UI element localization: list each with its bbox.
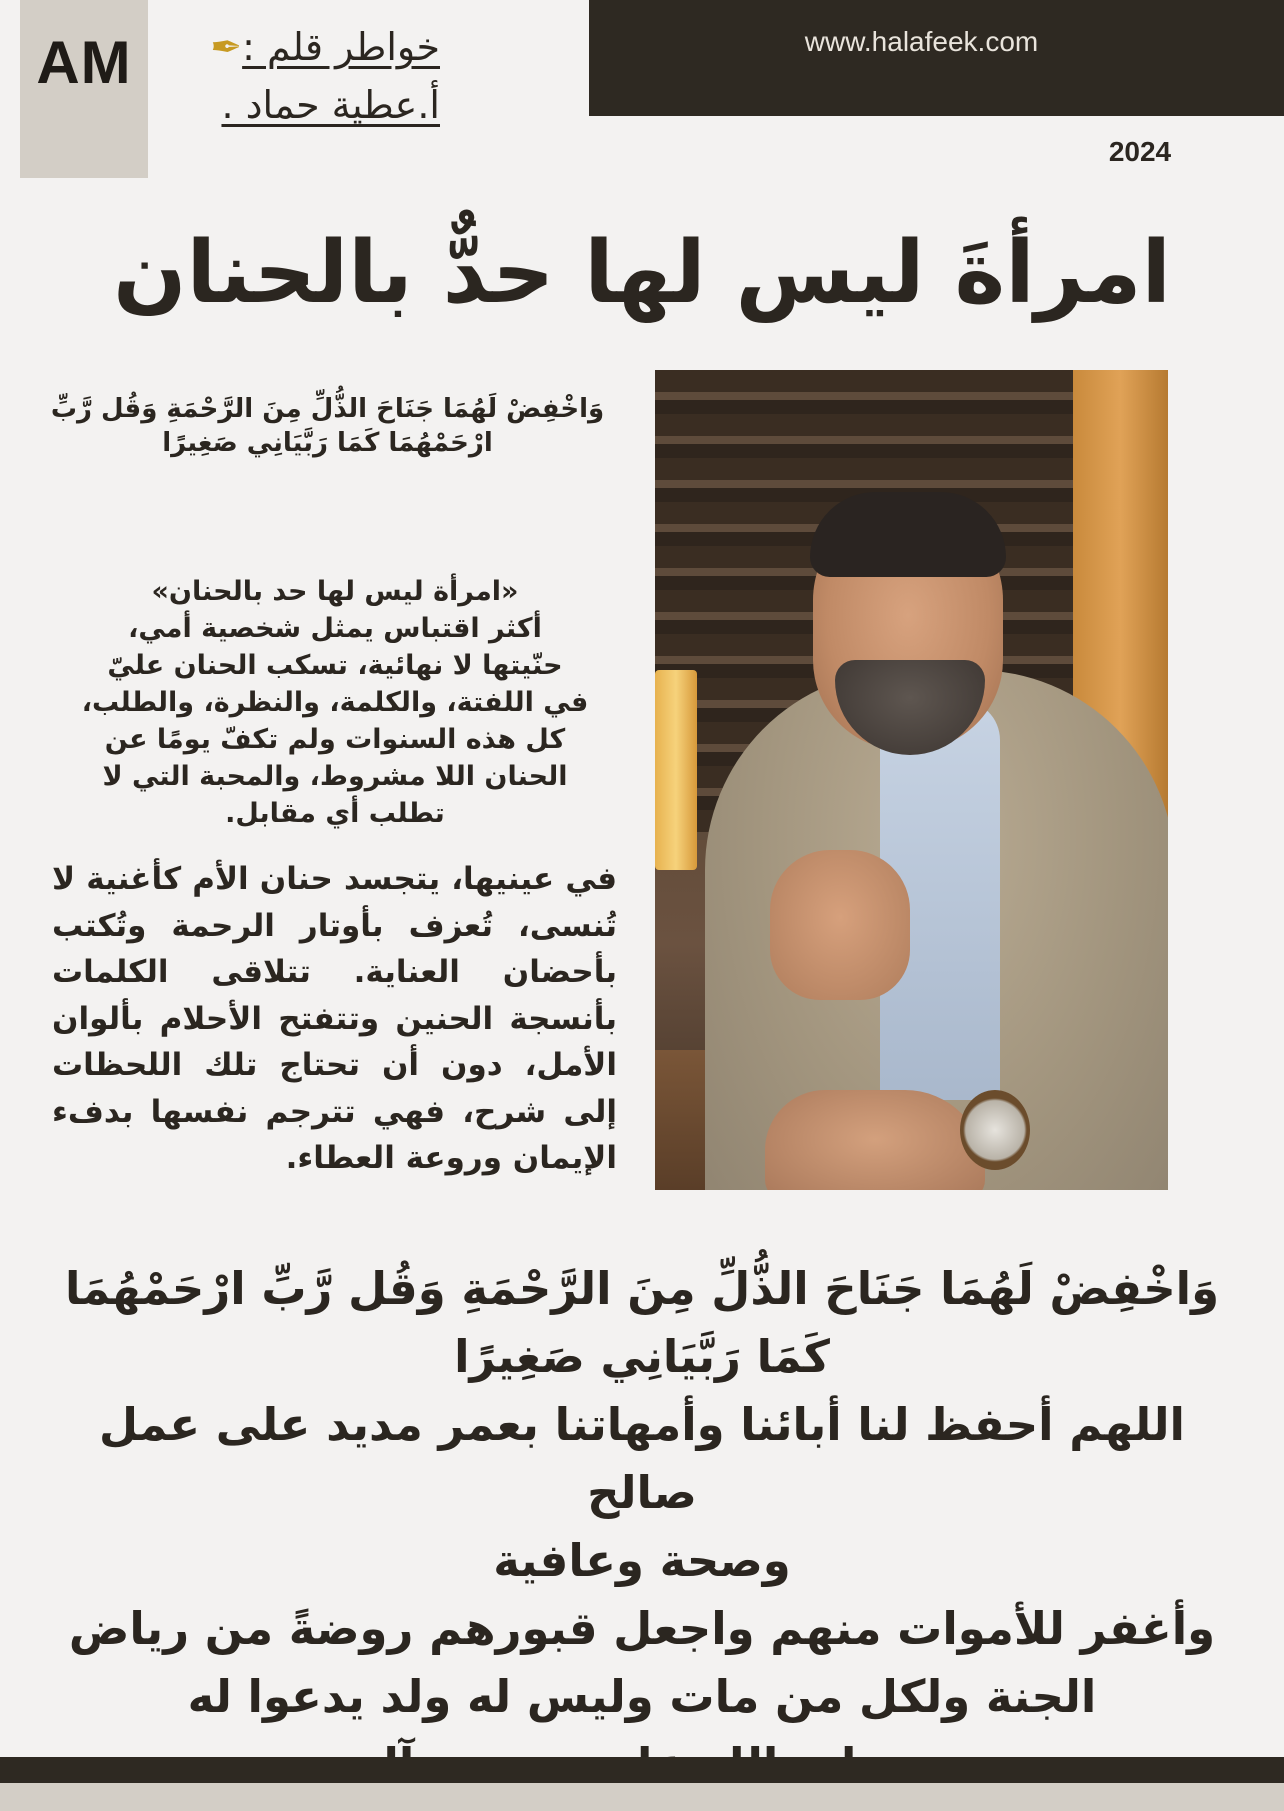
footer-bar <box>0 1757 1284 1783</box>
body-paragraph: في عينيها، يتجسد حنان الأم كأغنية لا تُنسى، تُعزف بأوتار الرحمة وتُكتب بأحضان العناية. تتلاقى الكلمات بأنسجة الحنين وتتفتح الأحلام بألوان الأمل، دون أن تحتاج تلك اللحظات إلى شرح، فهي تترجم نفسها بدفء الإيمان وروعة العطاء. <box>52 861 617 1176</box>
footer-strip <box>0 1783 1284 1811</box>
quote-line: كل هذه السنوات ولم تكفّ يومًا عن <box>104 724 566 755</box>
closing-prayer <box>40 1255 1244 1799</box>
closing-line: كَمَا رَبَّيَانِي صَغِيرًا <box>454 1330 830 1383</box>
closing-line: وَاخْفِضْ لَهُمَا جَنَاحَ الذُّلِّ مِنَ الرَّحْمَةِ وَقُل رَّبِّ ارْحَمْهُمَا <box>64 1262 1220 1315</box>
byline-line-1 <box>150 18 440 76</box>
closing-line: وأغفر للأموات منهم واجعل قبورهم روضةً من رياض <box>68 1602 1216 1655</box>
closing-line: الجنة ولكل من مات وليس له ولد يدعوا له <box>187 1670 1097 1723</box>
logo-text: AM <box>36 29 132 96</box>
closing-line: وصحة وعافية <box>493 1534 791 1587</box>
quran-verse-small: وَاخْفِضْ لَهُمَا جَنَاحَ الذُّلِّ مِنَ الرَّحْمَةِ وَقُل رَّبِّ ارْحَمْهُمَا كَمَا رَبَّيَانِي صَغِيرًا <box>50 394 605 458</box>
closing-line: اللهم أحفظ لنا أبائنا وأمهاتنا بعمر مديد على عمل صالح <box>99 1398 1185 1519</box>
quote-line: في اللفتة، والكلمة، والنظرة، والطلب، <box>81 687 589 718</box>
quote-line: حنّيتها لا نهائية، تسكب الحنان عليّ <box>107 650 563 681</box>
top-banner <box>589 0 1284 116</box>
quote-line: تطلب أي مقابل. <box>225 798 445 829</box>
author-photo <box>655 370 1168 1190</box>
logo <box>20 0 148 178</box>
quote-line: أكثر اقتباس يمثل شخصية أمي، <box>128 613 542 644</box>
page-title: امرأةَ ليس لها حدٌّ بالحنان <box>113 223 1171 323</box>
byline-label: خواطر قلم : <box>242 25 440 69</box>
pen-icon: ✒ <box>210 25 243 69</box>
byline <box>150 18 440 134</box>
quote-block <box>55 573 615 832</box>
quote-heading: «امرأة ليس لها حد بالحنان» <box>151 576 519 607</box>
website-url[interactable]: www.halafeek.com <box>804 26 1039 57</box>
quote-line: الحنان اللا مشروط، والمحبة التي لا <box>102 761 568 792</box>
byline-author: أ.عطية حماد . <box>221 83 440 127</box>
year-label: 2024 <box>1108 136 1172 167</box>
